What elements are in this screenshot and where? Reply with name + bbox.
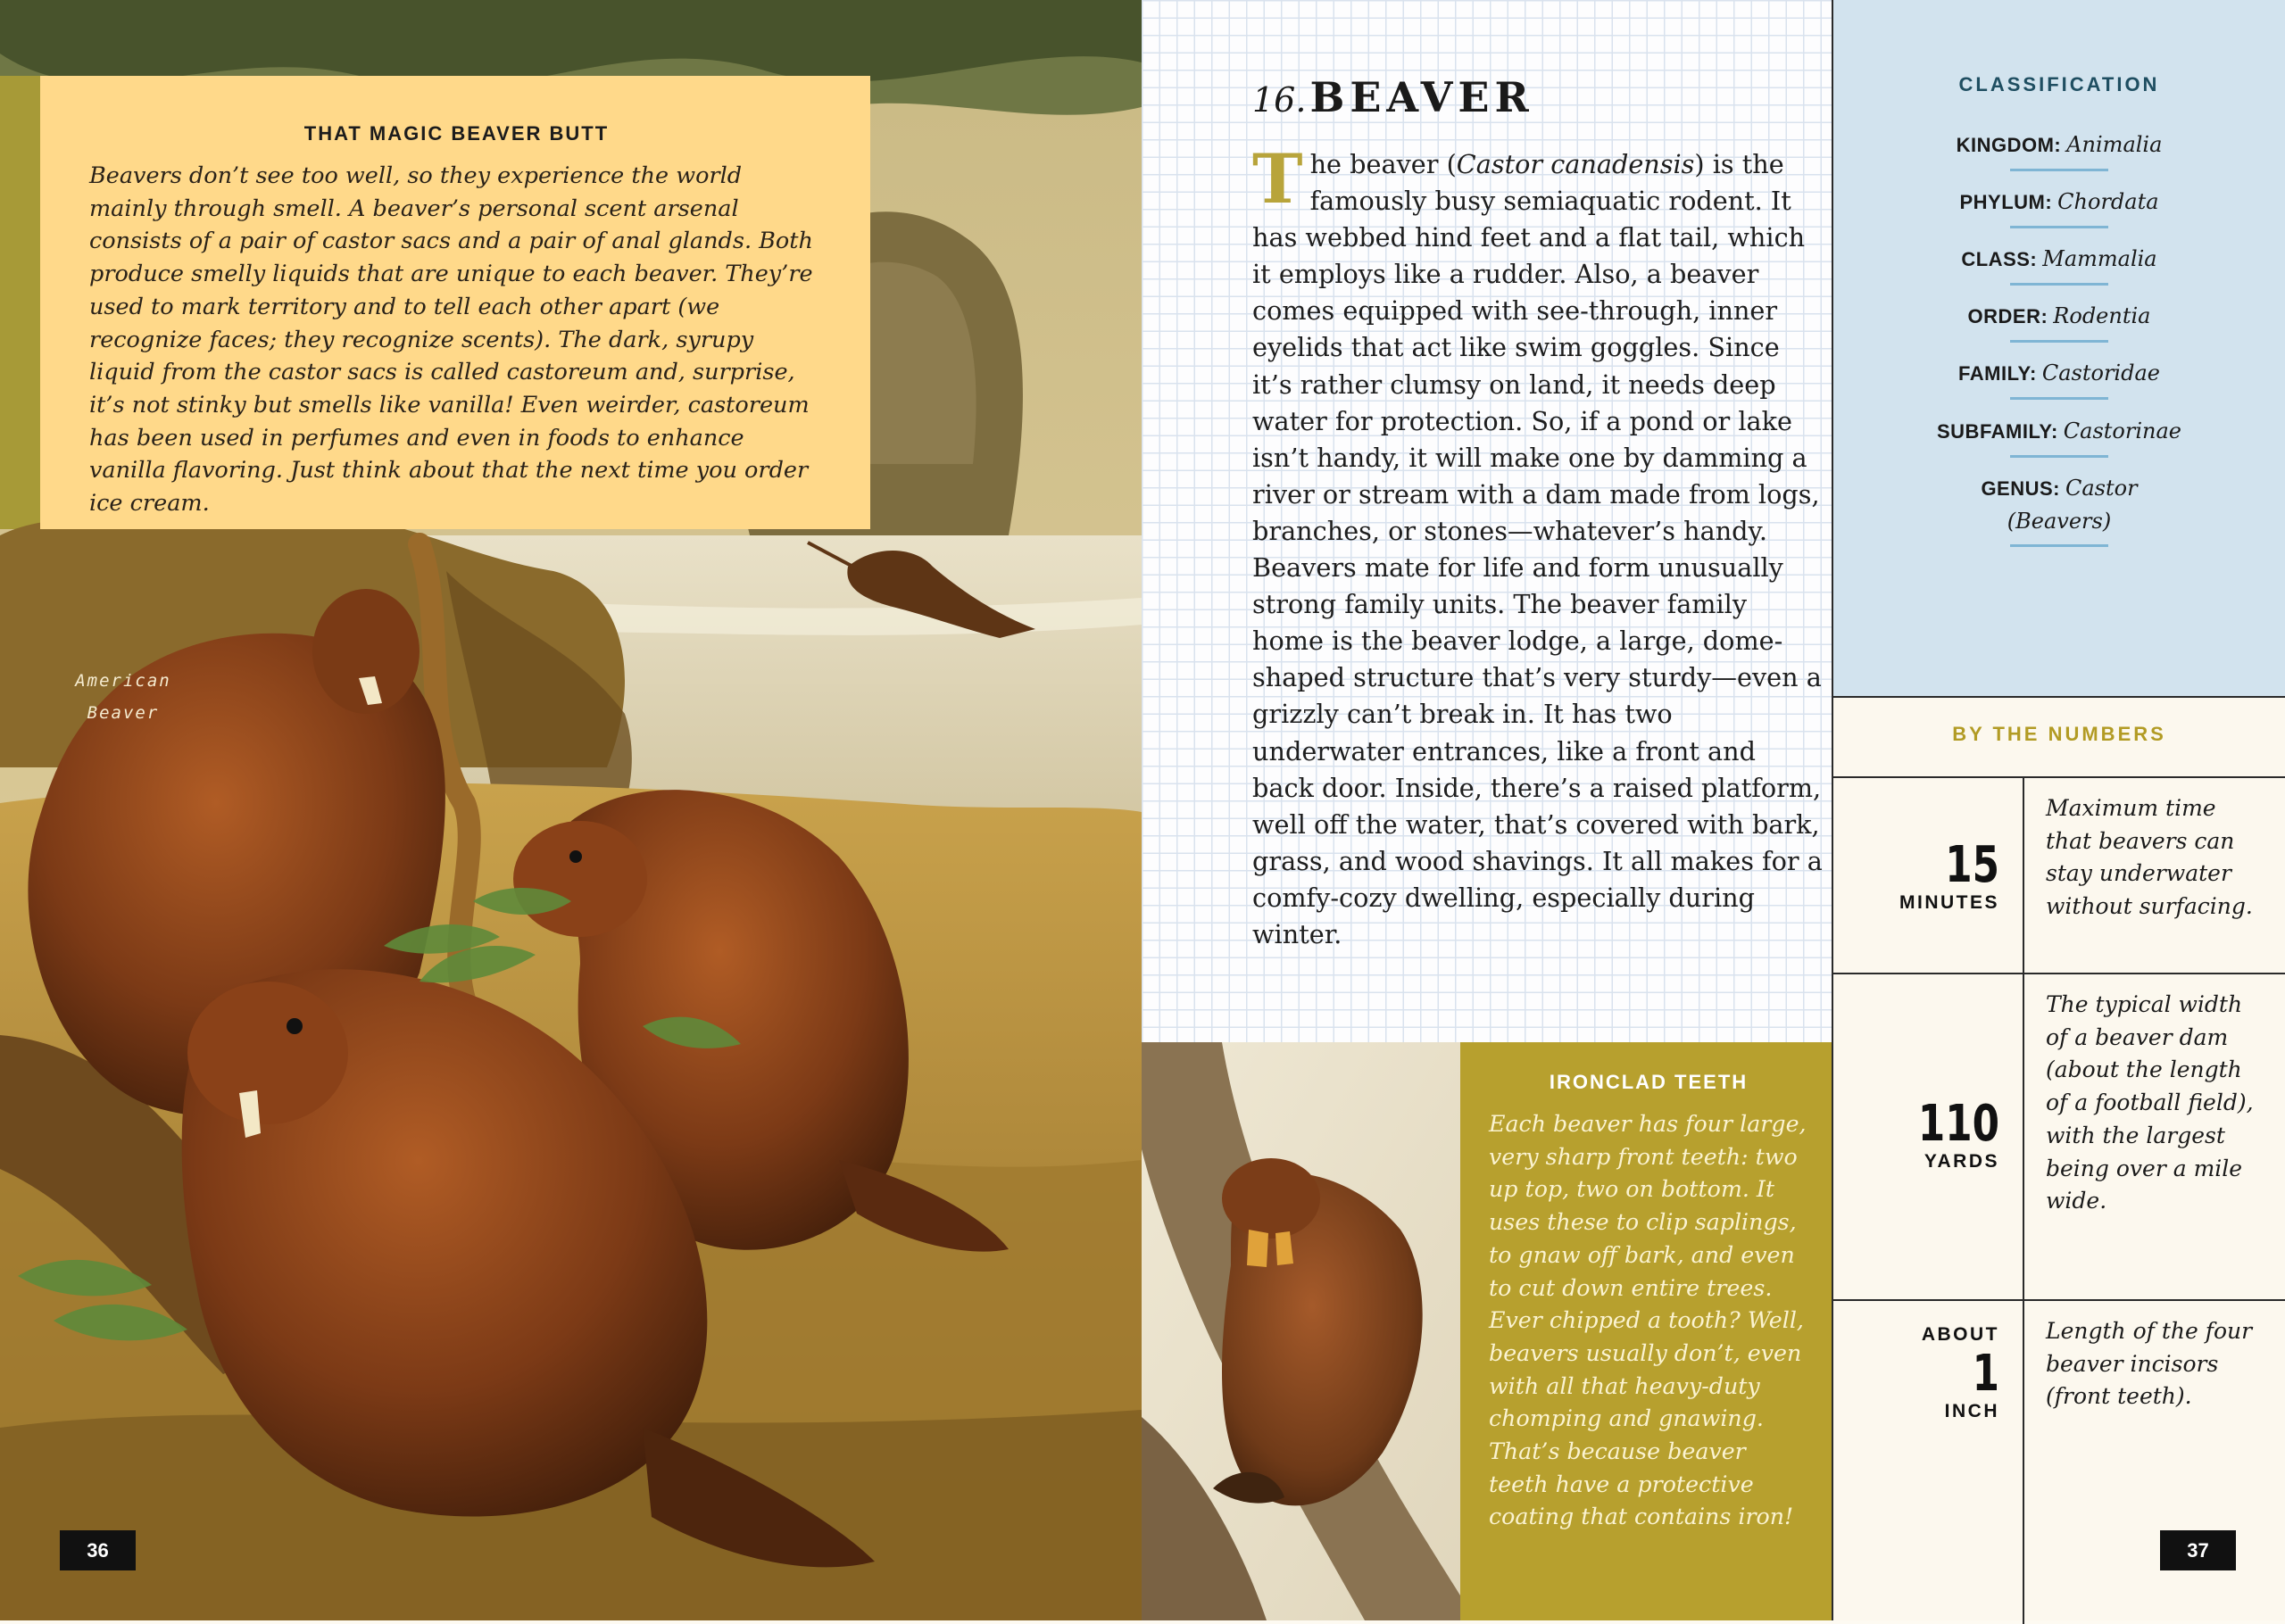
page-number-left: 36 — [60, 1530, 136, 1570]
fact-column — [1832, 0, 2285, 1620]
class-value: Rodentia — [2053, 303, 2151, 328]
class-divider — [2010, 226, 2108, 228]
classification-class — [1833, 243, 2285, 286]
classification-genus — [1833, 472, 2285, 547]
sidebar-body: Beavers don’t see too well, so they experience the world mainly through smell. A beaver’s personal scent arsenal consists of a pair of castor sacs and a pair of anal glands. Both produce smelly liquids that are unique to each beaver. They’re used to mark territory and to tell each other apart (we recognize faces; they recognize scents). The dark, syrupy liquid from the castor sacs is called castoreum and, surprise, it’s not stinky but smells like vanilla! Even weirder, castoreum has been used in perfumes and even in foods to enhance vanilla flavoring. Just think about that the next time you order ice cream. — [89, 162, 813, 518]
class-key: GENUS: — [1981, 477, 2060, 500]
row-divider — [2023, 1301, 2024, 1624]
ironclad-teeth-sidebar — [1460, 1042, 1832, 1620]
classification-family — [1833, 357, 2285, 400]
class-key: CLASS: — [1961, 248, 2038, 270]
stat-number: 110 — [1917, 1095, 1999, 1153]
body-start: he beaver ( — [1309, 149, 1457, 179]
numbers-stat — [1833, 1324, 1999, 1422]
class-value: Animalia — [2066, 132, 2163, 157]
entry-title — [1252, 73, 1534, 121]
stat-description: Length of the four beaver incisors (front teeth). — [2046, 1318, 2253, 1410]
stat-description: The typical width of a beaver dam (about the length of a football field), with the largest being over a mile wide. — [2046, 991, 2254, 1214]
entry-page — [1142, 0, 1832, 1042]
class-key: SUBFAMILY: — [1937, 420, 2058, 443]
class-key: KINGDOM: — [1956, 134, 2062, 156]
stat-unit: YARDS — [1924, 1151, 1999, 1172]
ironclad-body: Each beaver has four large, very sharp front teeth: two up top, two on bottom. It uses these to clip saplings, to gnaw off bark, and even to cut down entire trees. Ever chipped a tooth? Well, beavers usually don’t, even with all that heavy-duty chomping and gnawing. That’s because beaver teeth have a protective coating that contains iron! — [1489, 1111, 1807, 1530]
class-divider — [2010, 340, 2108, 343]
classification-subfamily — [1833, 415, 2285, 458]
body-rest: ) is the famously busy semiaquatic rodent. It has webbed hind feet and a flat tail, which it employs like a rudder. Also, a beaver comes equipped with see-through, inner eyelids that act like swim goggles. Since it’s rather clumsy on land, it needs deep water for protection. So, if a pond or lake isn’t handy, it will make one by damming a river or stream with a dam made from logs, branches, or stones—whatever’s handy. Beavers mate for life and form unusually strong family units. The beaver family home is the beaver lodge, a large, dome-shaped structure that’s very sturdy—even a grizzly can’t break in. It has two underwater entrances, like a front and back door. Inside, there’s a raised platform, well off the water, that’s covered with bark, grass, and wood shavings. It all makes for a comfy-cozy dwelling, especially during winter. — [1252, 149, 1823, 949]
left-page — [0, 0, 1142, 1620]
caption-line-1: American — [75, 671, 171, 691]
class-value: Chordata — [2057, 189, 2159, 214]
stat-unit: INCH — [1944, 1401, 1999, 1421]
stat-unit: MINUTES — [1899, 892, 1999, 913]
class-divider — [2010, 169, 2108, 171]
class-value: Castorinae — [2063, 418, 2181, 443]
numbers-row — [1833, 776, 2285, 974]
entry-name: BEAVER — [1309, 73, 1534, 121]
classification-kingdom — [1833, 128, 2285, 171]
drop-cap: T — [1252, 139, 1303, 219]
numbers-heading: BY THE NUMBERS — [1952, 723, 2166, 745]
by-the-numbers-section — [1833, 696, 2285, 1622]
caption-line-2: Beaver — [87, 703, 160, 723]
entry-number: 16. — [1252, 80, 1307, 120]
row-divider — [2023, 778, 2024, 974]
numbers-stat — [1833, 1095, 1999, 1172]
class-divider — [2010, 283, 2108, 286]
class-value: Mammalia — [2042, 246, 2157, 271]
beaver-teeth-illustration — [1142, 1042, 1460, 1620]
numbers-row — [1833, 973, 2285, 1301]
beaver-portrait — [1142, 1042, 1460, 1620]
class-divider — [2010, 544, 2108, 547]
sidebar-title: THAT MAGIC BEAVER BUTT — [303, 122, 610, 145]
numbers-row — [1833, 1299, 2285, 1624]
row-divider — [2023, 974, 2024, 1301]
page-number-right: 37 — [2160, 1530, 2236, 1570]
numbers-stat — [1833, 836, 1999, 914]
stat-description: Maximum time that beavers can stay underwater without surfacing. — [2046, 795, 2253, 920]
class-value-extra: (Beavers) — [2007, 509, 2112, 534]
stat-number: 15 — [1945, 836, 1999, 894]
class-divider — [2010, 397, 2108, 400]
species-name: Castor canadensis — [1456, 149, 1695, 179]
class-key: FAMILY: — [1958, 362, 2037, 385]
class-value: Castor — [2065, 476, 2138, 501]
class-key: PHYLUM: — [1959, 191, 2053, 213]
class-value: Castoridae — [2041, 360, 2160, 385]
illustration-caption — [70, 665, 177, 729]
class-divider — [2010, 455, 2108, 458]
class-key: ORDER: — [1967, 305, 2048, 327]
beaver-butt-sidebar — [40, 76, 870, 529]
classification-order — [1833, 300, 2285, 343]
stat-prefix: ABOUT — [1921, 1324, 1999, 1345]
entry-body — [1252, 139, 1824, 953]
classification-phylum — [1833, 186, 2285, 228]
classification-panel — [1833, 0, 2285, 696]
ironclad-title: IRONCLAD TEETH — [1549, 1071, 1749, 1093]
stat-number: 1 — [1972, 1345, 1999, 1403]
classification-heading: CLASSIFICATION — [1958, 73, 2160, 95]
